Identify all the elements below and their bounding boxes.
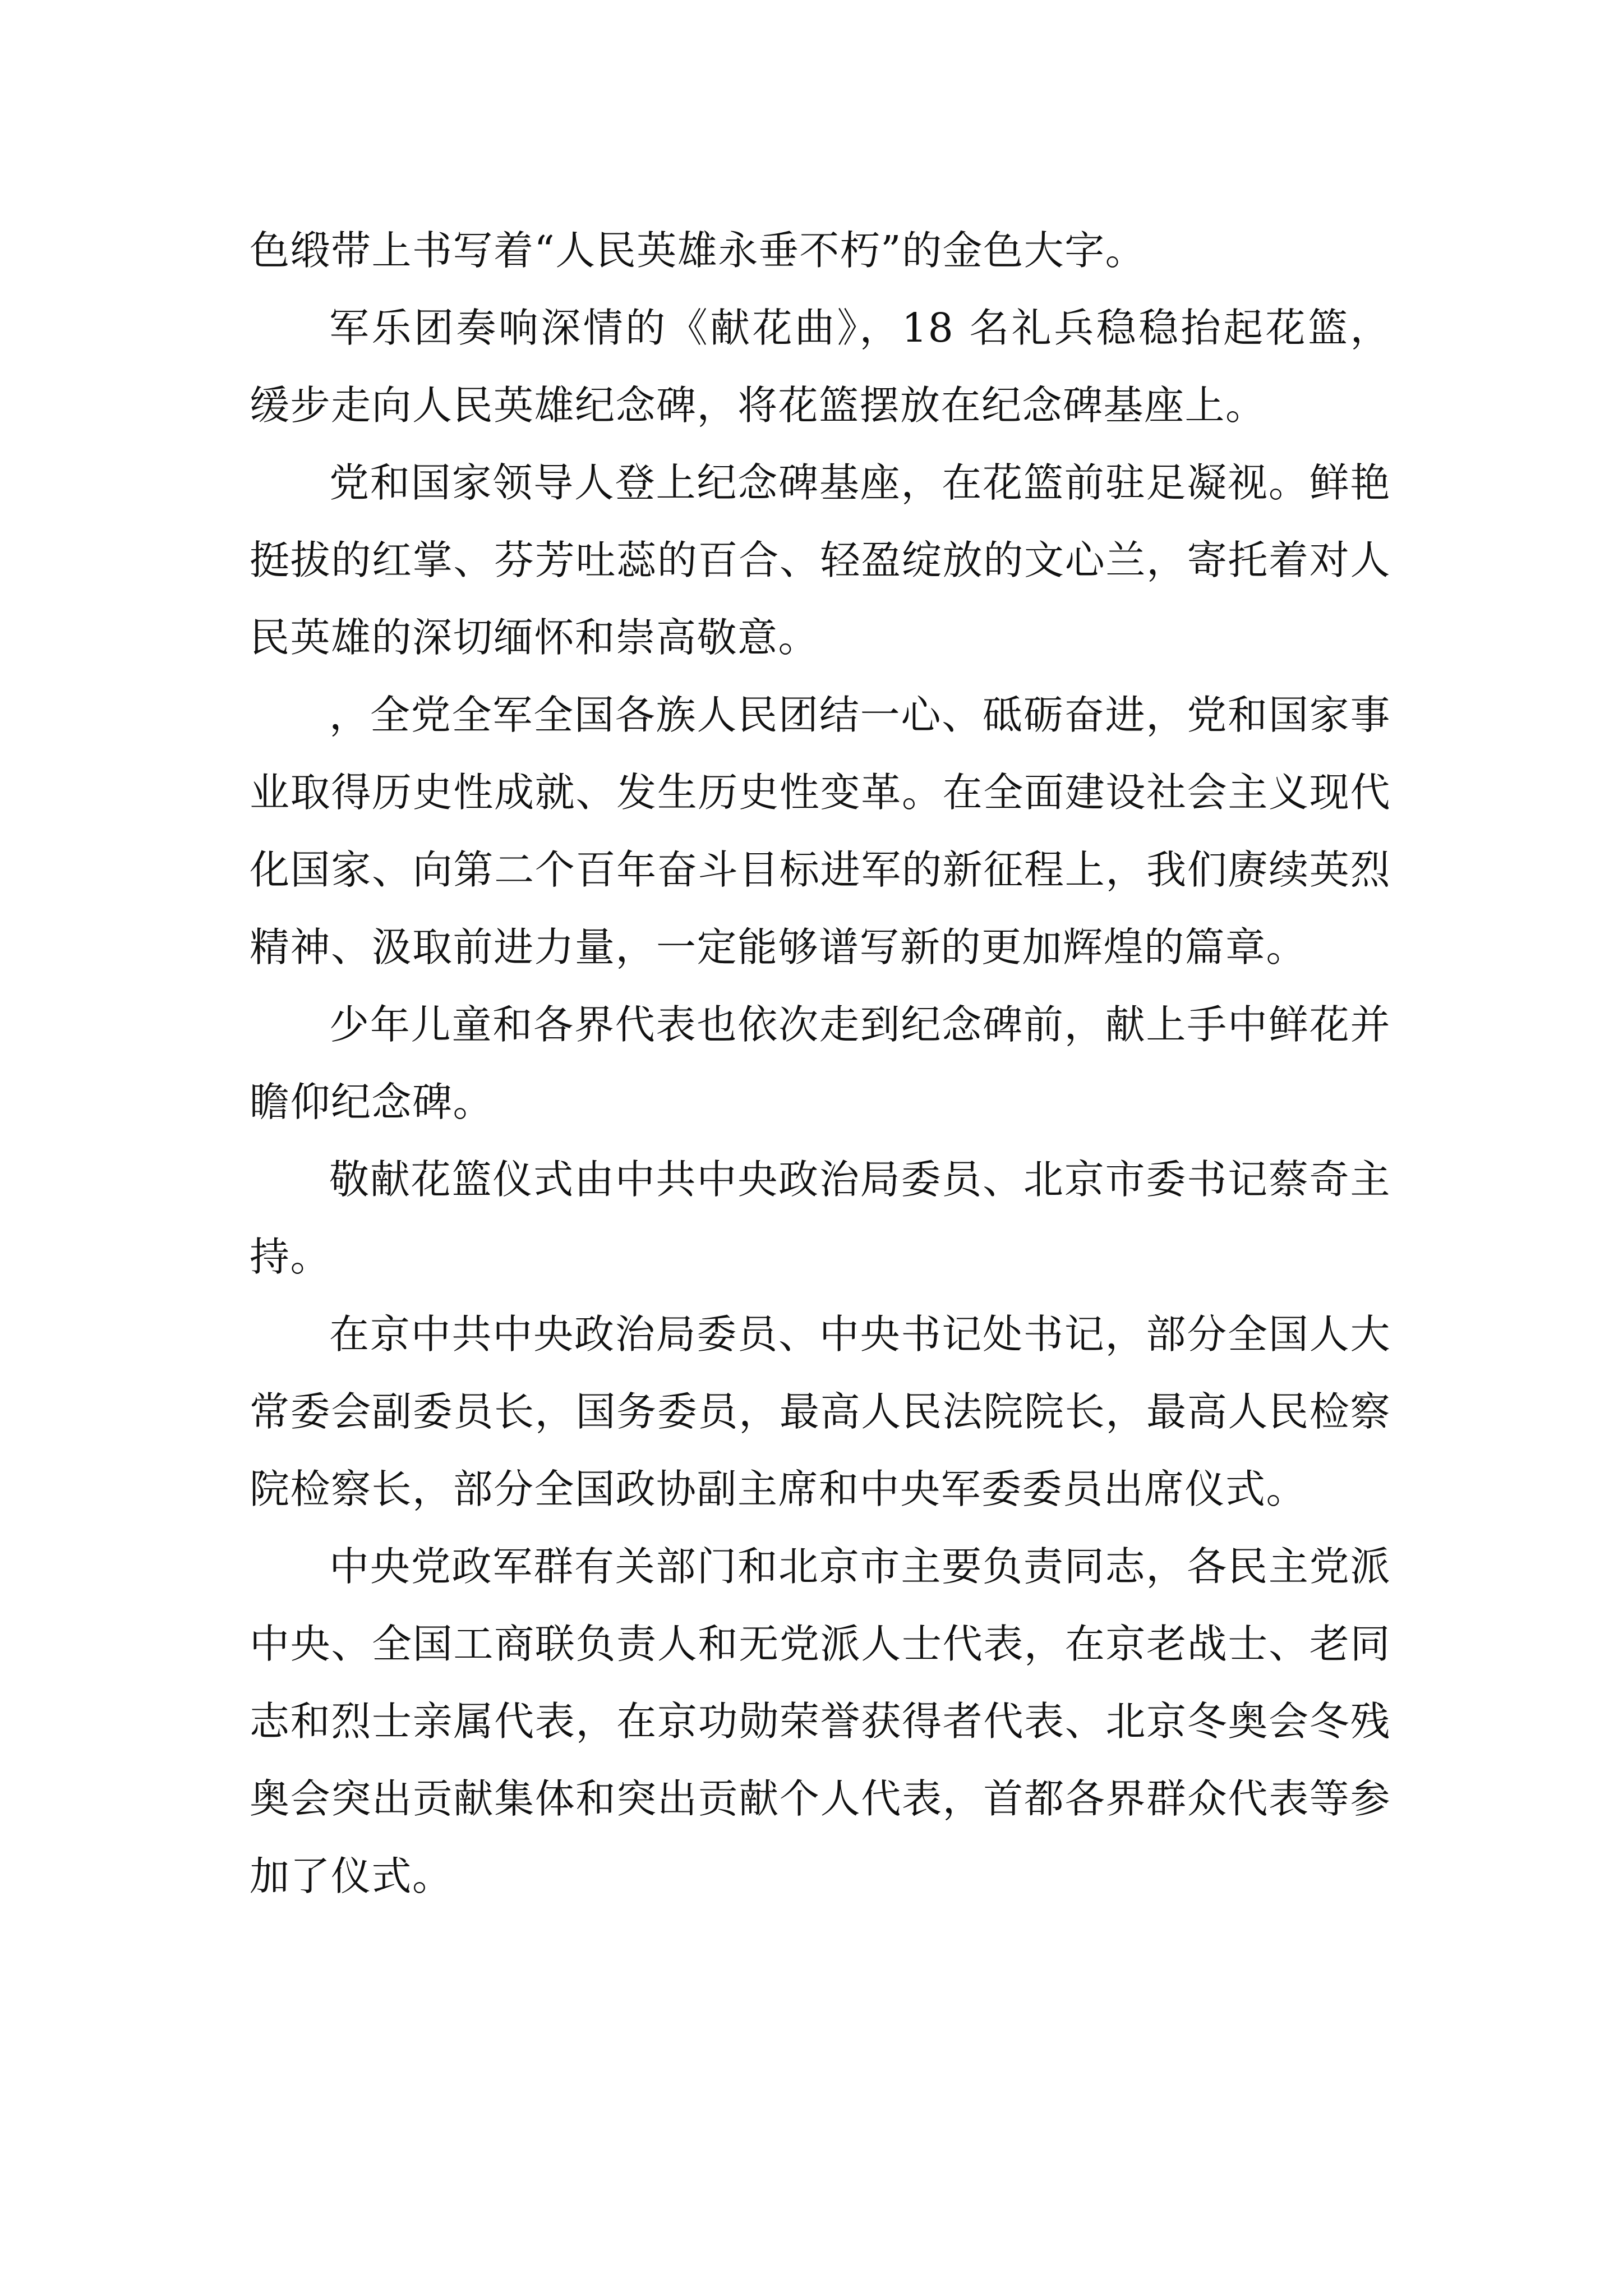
paragraph-7: 在京中共中央政治局委员、中央书记处书记，部分全国人大常委会副委员长，国务委员，最高人民法院院长，最高人民检察院检察长，部分全国政协副主席和中央军委委员出席仪式。	[250, 1311, 1391, 1512]
paragraph-6: 敬献花篮仪式由中共中央政治局委员、北京市委书记蔡奇主持。	[250, 1156, 1391, 1280]
paragraph-5: 少年儿童和各界代表也依次走到纪念碑前，献上手中鲜花并瞻仰纪念碑。	[250, 1001, 1391, 1125]
document-body	[250, 212, 1391, 1915]
paragraph-1: 色缎带上书写着“人民英雄永垂不朽”的金色大字。	[250, 227, 1146, 274]
paragraph-4: ，全党全军全国各族人民团结一心、砥砺奋进，党和国家事业取得历史性成就、发生历史性变革。在全面建设社会主义现代化国家、向第二个百年奋斗目标进军的新征程上，我们赓续英烈精神、汲取前进力量，一定能够谱写新的更加辉煌的篇章。	[250, 692, 1391, 970]
paragraph-3: 党和国家领导人登上纪念碑基座，在花篮前驻足凝视。鲜艳挺拔的红掌、芬芳吐蕊的百合、轻盈绽放的文心兰，寄托着对人民英雄的深切缅怀和崇高敬意。	[250, 459, 1391, 661]
paragraph-8: 中央党政军群有关部门和北京市主要负责同志，各民主党派中央、全国工商联负责人和无党派人士代表，在京老战士、老同志和烈士亲属代表，在京功勋荣誉获得者代表、北京冬奥会冬残奥会突出贡献集体和突出贡献个人代表，首都各界群众代表等参加了仪式。	[250, 1543, 1391, 1899]
paragraph-2: 军乐团奏响深情的《献花曲》，18 名礼兵稳稳抬起花篮，缓步走向人民英雄纪念碑，将花篮摆放在纪念碑基座上。	[250, 305, 1391, 429]
